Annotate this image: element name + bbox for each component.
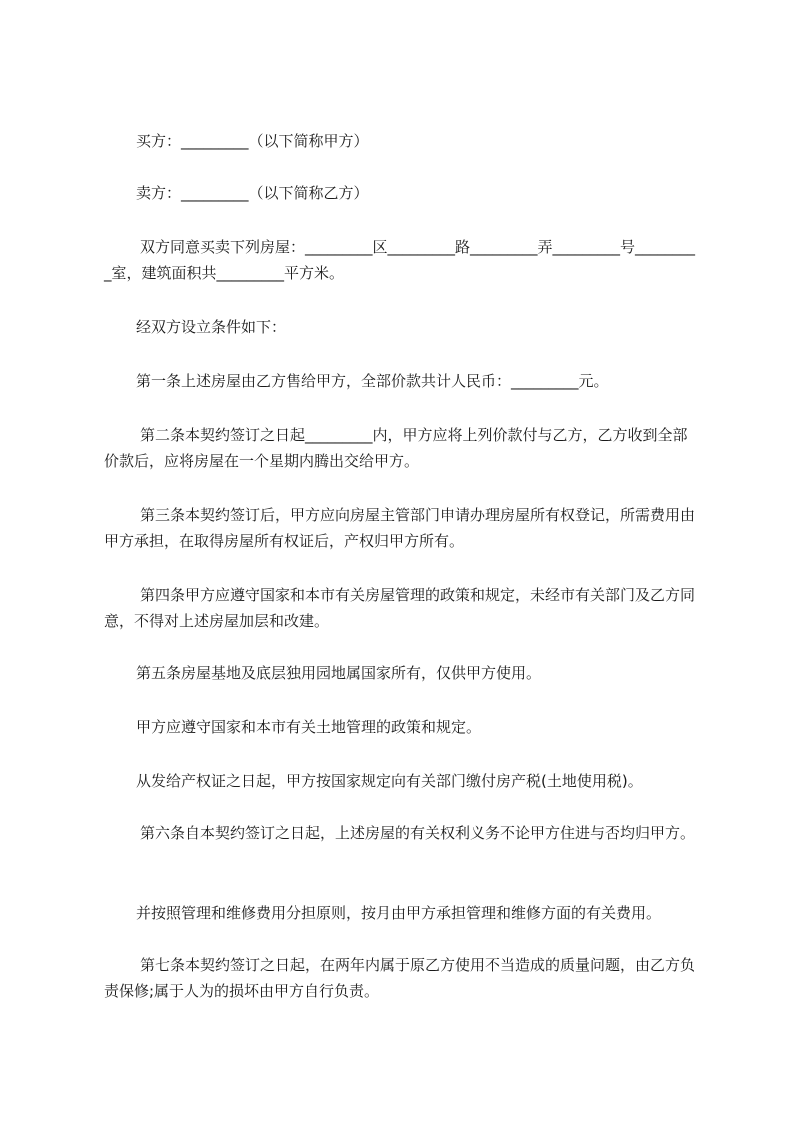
article-2: 第二条本契约签订之日起_________内，甲方应将上列价款付与乙方，乙方收到全部价款后，应将房屋在一个星期内腾出交给甲方。 xyxy=(104,426,688,470)
article-5-property-tax: 从发给产权证之日起，甲方按国家规定向有关部门缴付房产税(土地使用税)。 xyxy=(136,772,643,790)
conditions-intro: 经双方设立条件如下： xyxy=(136,318,287,336)
article-5: 第五条房屋基地及底层独用园地属国家所有，仅供甲方使用。 xyxy=(136,664,542,682)
article-5-land-policy: 甲方应遵守国家和本市有关土地管理的政策和规定。 xyxy=(136,718,482,736)
article-6-fees: 并按照管理和维修费用分担原则，按月由甲方承担管理和维修方面的有关费用。 xyxy=(136,904,662,922)
article-6: 第六条自本契约签订之日起，上述房屋的有关权利义务不论甲方住进与否均归甲方。 xyxy=(140,824,696,842)
buyer-line: 买方：_________（以下简称甲方） xyxy=(136,132,369,150)
article-3: 第三条本契约签订后，甲方应向房屋主管部门申请办理房屋所有权登记，所需费用由甲方承担，在取得房屋所有权证后，产权归甲方所有。 xyxy=(104,506,696,550)
article-4: 第四条甲方应遵守国家和本市有关房屋管理的政策和规定，未经市有关部门及乙方同意，不得对上述房屋加层和改建。 xyxy=(104,586,696,630)
article-1: 第一条上述房屋由乙方售给甲方，全部价款共计人民币：_________元。 xyxy=(136,372,609,390)
article-7: 第七条本契约签订之日起，在两年内属于原乙方使用不当造成的质量问题，由乙方负责保修;属于人为的损坏由甲方自行负责。 xyxy=(104,956,696,1000)
seller-line: 卖方：_________（以下简称乙方） xyxy=(136,184,369,202)
property-description: 双方同意买卖下列房屋：_________区_________路_________弄_________号_________室，建筑面积共_________平方米。 xyxy=(104,238,696,282)
